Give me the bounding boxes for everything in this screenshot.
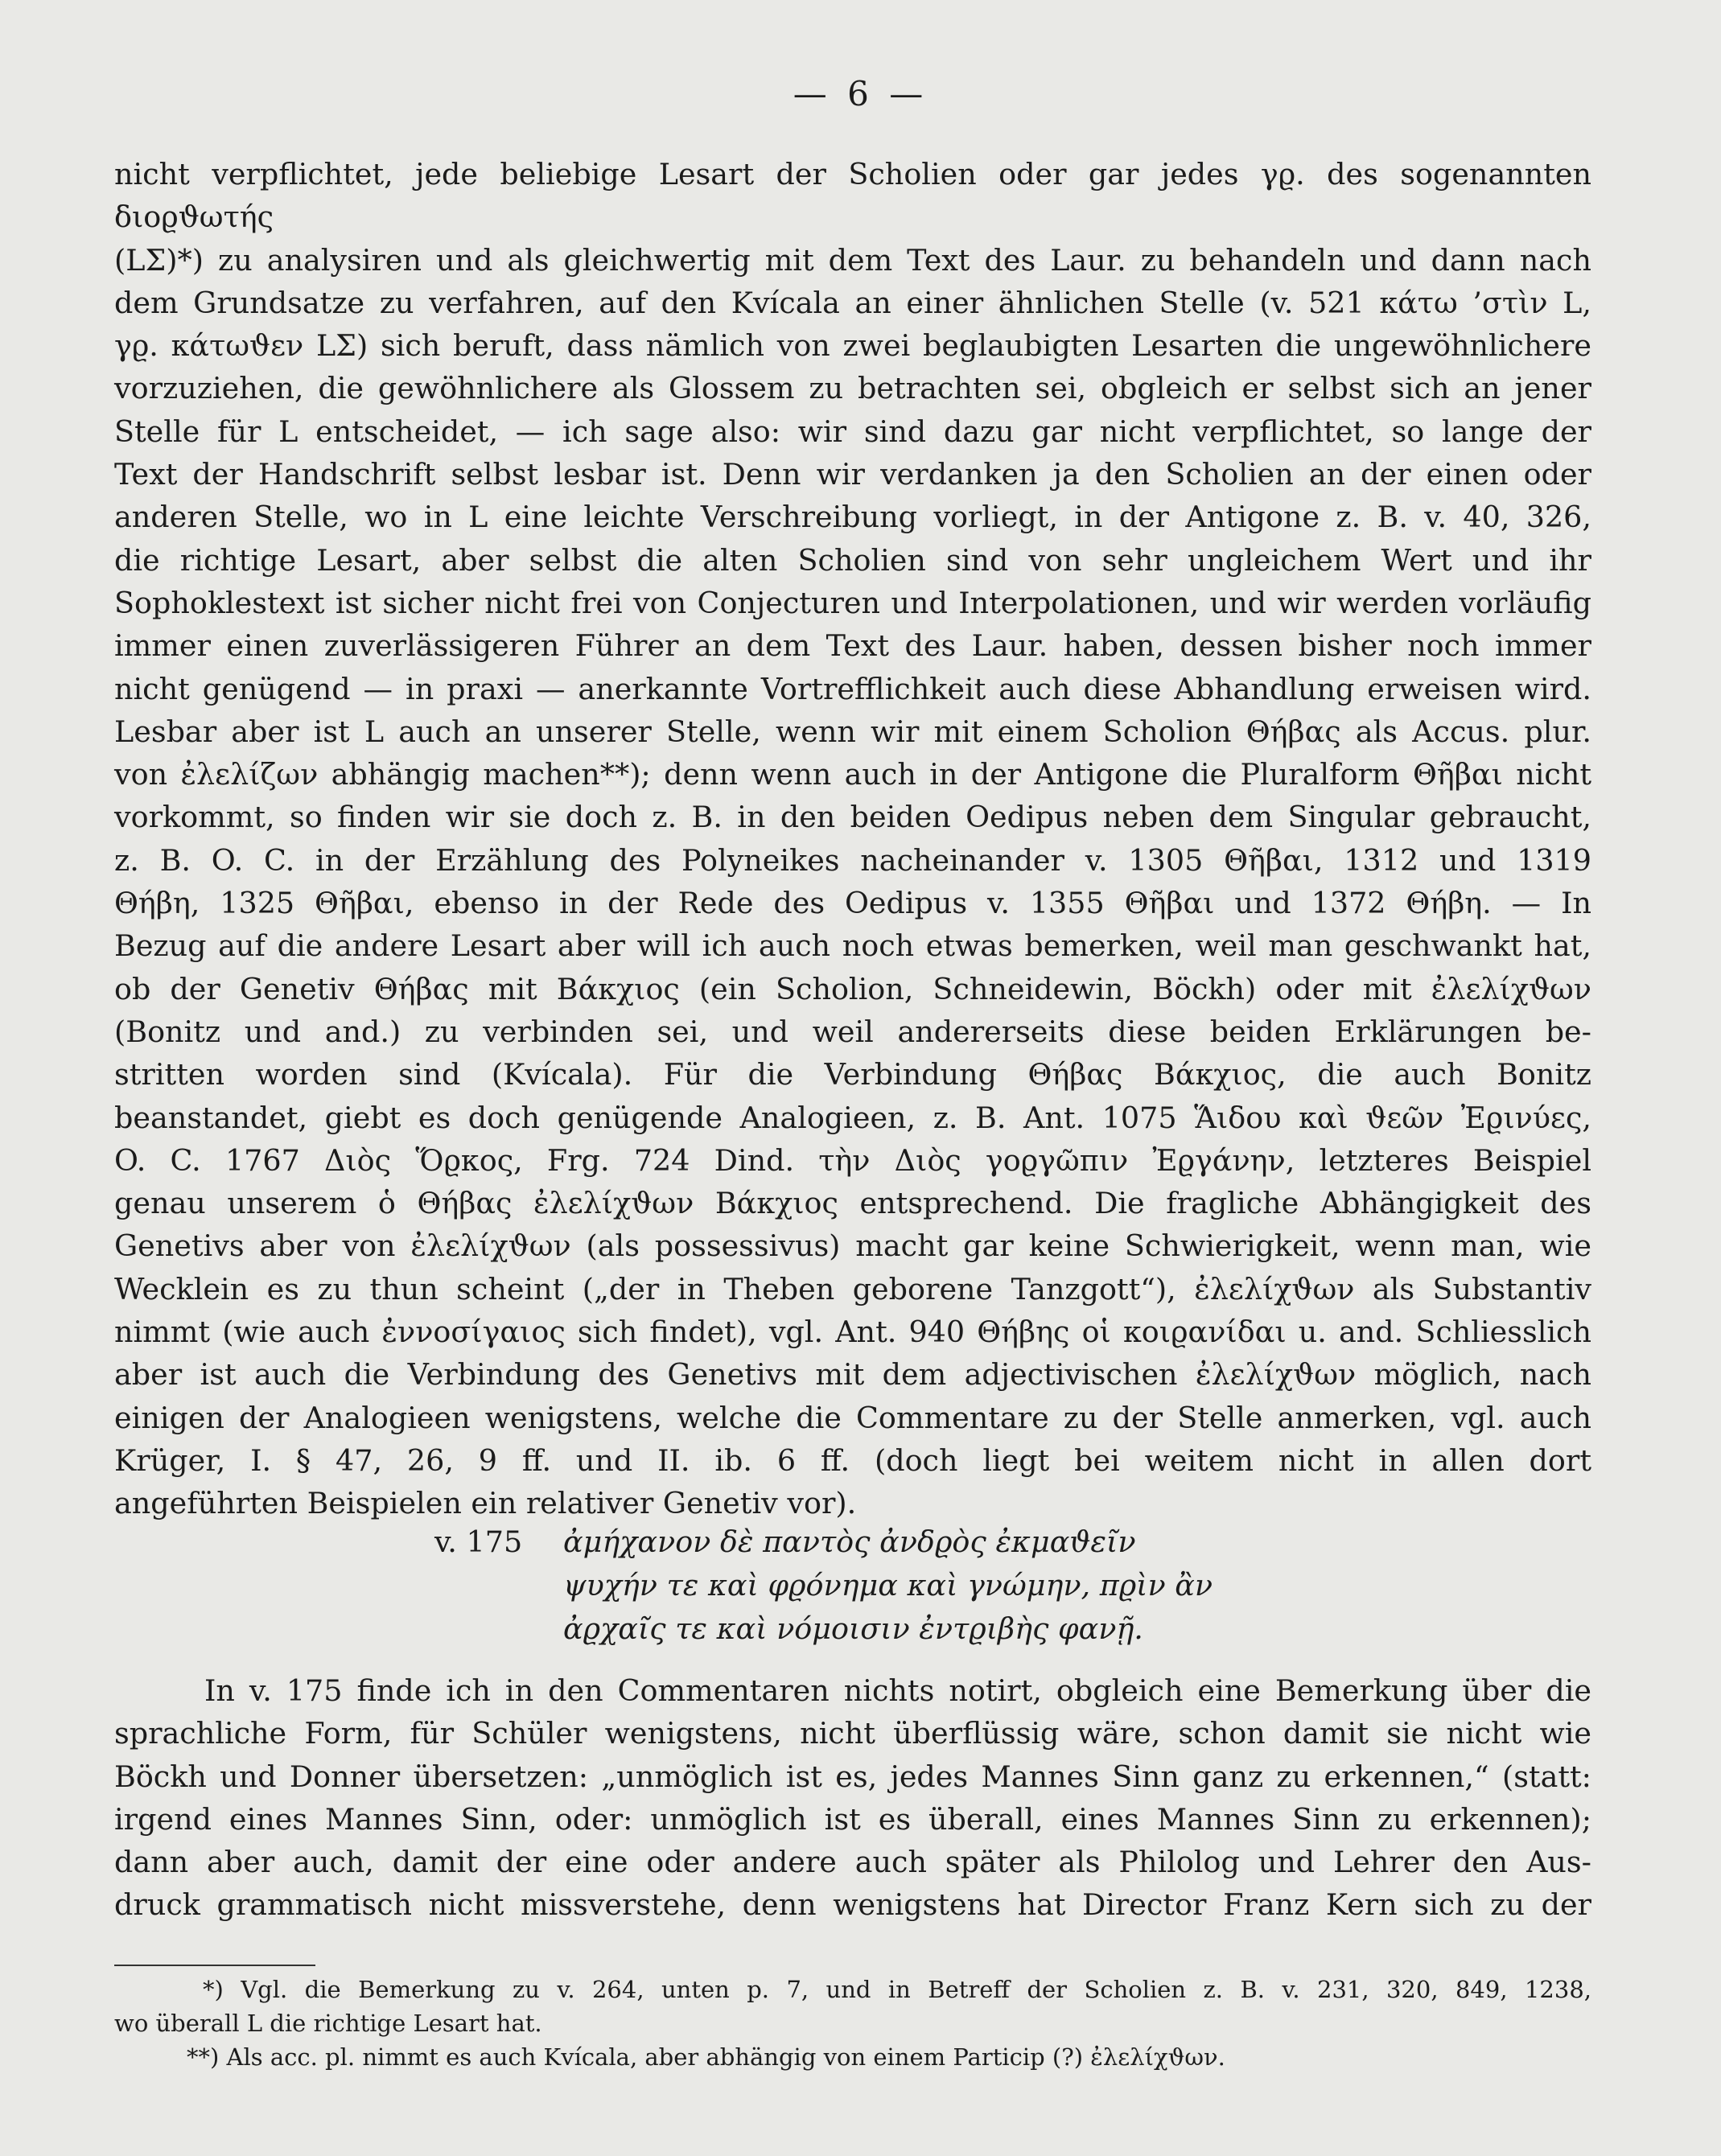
text-line: Wecklein es zu thun scheint („der in Theben geborene Tanzgott“), ἐλελίχϑων als Substantiv xyxy=(114,1271,1591,1306)
text-line: z. B. O. C. in der Erzählung des Polyneikes nacheinander v. 1305 Θῆβαι, 1312 und 1319 xyxy=(114,842,1591,878)
text-line: dann aber auch, damit der eine oder andere auch später als Philolog und Lehrer den Aus- xyxy=(114,1845,1591,1880)
second-paragraph xyxy=(114,1669,1591,1927)
text-line: nicht genügend — in praxi — anerkannte Vortrefflichkeit auch diese Abhandlung erweisen wird. xyxy=(114,671,1591,706)
text-line: beanstandet, giebt es doch genügende Analogieen, z. B. Ant. 1075 Ἅιδου καὶ ϑεῶν Ἐϱινύες, xyxy=(114,1100,1591,1135)
text-line: Bezug auf die andere Lesart aber will ich auch noch etwas bemerken, weil man geschwankt hat, xyxy=(114,928,1591,964)
text-line: Lesbar aber ist L auch an unserer Stelle, wenn wir mit einem Scholion Θήβας als Accus. plur. xyxy=(114,714,1591,749)
text-line: nicht verpflichtet, jede beliebige Lesart der Scholien oder gar jedes γϱ. des sogenannten διοϱϑωτής xyxy=(114,157,1591,235)
verse-line: ἀϱχαῖς τε καὶ νόμοισιν ἐντϱιβὴς φανῇ. xyxy=(563,1611,1143,1646)
footnote-2: **) Als acc. pl. nimmt es auch Kvícala, aber abhängig von einem Particip (?) ἐλελίχϑων. xyxy=(187,2043,1225,2071)
text-line: druck grammatisch nicht missverstehe, denn wenigstens hat Director Franz Kern sich zu der xyxy=(114,1887,1591,1923)
footnote-divider xyxy=(114,1965,315,1966)
text-line: stritten worden sind (Kvícala). Für die Verbindung Θήβας Βάκχιος, die auch Bonitz xyxy=(114,1057,1591,1092)
page-number: — 6 — xyxy=(793,74,928,113)
text-line: nimmt (wie auch ἐννοσίγαιος sich findet), vgl. Ant. 940 Θήβης οἱ κοιϱανίδαι u. and. Schliesslich xyxy=(114,1315,1591,1350)
text-line: Böckh und Donner übersetzen: „unmöglich ist es, jedes Mannes Sinn ganz zu erkennen,“ (statt: xyxy=(114,1759,1591,1794)
text-line: genau unserem ὁ Θήβας ἐλελίχϑων Βάκχιος entsprechend. Die fragliche Abhängigkeit des xyxy=(114,1186,1591,1221)
text-line: vorzuziehen, die gewöhnlichere als Glossem zu betrachten sei, obgleich er selbst sich an jener xyxy=(114,371,1591,406)
footnotes xyxy=(114,1973,1591,2074)
main-paragraph xyxy=(114,153,1591,1525)
footnote-1: *) Vgl. die Bemerkung zu v. 264, unten p. 7, und in Betreff der Scholien z. B. v. 231, 320, 849, 1238, xyxy=(203,1976,1591,2003)
text-line: die richtige Lesart, aber selbst die alten Scholien sind von sehr ungleichem Wert und ihr xyxy=(114,542,1591,578)
text-line: O. C. 1767 Διὸς Ὅϱκος, Frg. 724 Dind. τὴν Διὸς γοϱγῶπιν Ἐϱγάνην, letzteres Beispiel xyxy=(114,1142,1591,1178)
text-line: von ἐλελίζων abhängig machen**); denn wenn auch in der Antigone die Pluralform Θῆβαι nicht xyxy=(114,757,1591,792)
text-line: γϱ. κάτωϑεν LΣ) sich beruft, dass nämlich von zwei beglaubigten Lesarten die ungewöhnlichere xyxy=(114,328,1591,364)
text-line: Θήβη, 1325 Θῆβαι, ebenso in der Rede des Oedipus v. 1355 Θῆβαι und 1372 Θήβη. — In xyxy=(114,886,1591,921)
text-line: Stelle für L entscheidet, — ich sage also: wir sind dazu gar nicht verpflichtet, so lange der xyxy=(114,414,1591,449)
text-line: anderen Stelle, wo in L eine leichte Verschreibung vorliegt, in der Antigone z. B. v. 40, 326, xyxy=(114,500,1591,535)
footnote-1-continuation: wo überall L die richtige Lesart hat. xyxy=(114,2010,542,2037)
text-line: Sophoklestext ist sicher nicht frei von Conjecturen und Interpolationen, und wir werden vorläufig xyxy=(114,585,1591,620)
text-line: (Bonitz und and.) zu verbinden sei, und weil andererseits diese beiden Erklärungen be- xyxy=(114,1014,1591,1049)
text-line: In v. 175 finde ich in den Commentaren nichts notirt, obgleich eine Bemerkung über die xyxy=(204,1673,1591,1708)
verse-reference: v. 175 xyxy=(434,1524,523,1559)
text-line: Krüger, I. § 47, 26, 9 ff. und II. ib. 6 ff. (doch liegt bei weitem nicht in allen dort xyxy=(114,1442,1591,1478)
text-line: ob der Genetiv Θήβας mit Βάκχιος (ein Scholion, Schneidewin, Böckh) oder mit ἐλελίχϑων xyxy=(114,971,1591,1006)
text-line: (LΣ)*) zu analysiren und als gleichwertig mit dem Text des Laur. zu behandeln und dann nach xyxy=(114,242,1591,278)
text-line: vorkommt, so finden wir sie doch z. B. in den beiden Oedipus neben dem Singular gebraucht, xyxy=(114,800,1591,835)
verse-line: ἀμήχανον δὲ παντὸς ἀνδϱὸς ἐκμαϑεῖν xyxy=(563,1524,1136,1559)
text-line: sprachliche Form, für Schüler wenigstens, nicht überflüssig wäre, schon damit sie nicht wie xyxy=(114,1716,1591,1751)
text-line: Text der Handschrift selbst lesbar ist. Denn wir verdanken ja den Scholien an der einen oder xyxy=(114,457,1591,492)
text-line: angeführten Beispielen ein relativer Genetiv vor). xyxy=(114,1486,857,1521)
text-line: irgend eines Mannes Sinn, oder: unmöglich ist es überall, eines Mannes Sinn zu erkennen); xyxy=(114,1801,1591,1837)
text-line: dem Grundsatze zu verfahren, auf den Kvícala an einer ähnlichen Stelle (v. 521 κάτω ’στὶν L, xyxy=(114,285,1591,320)
text-line: immer einen zuverlässigeren Führer an dem Text des Laur. haben, dessen bisher noch immer xyxy=(114,628,1591,664)
text-line: aber ist auch die Verbindung des Genetivs mit dem adjectivischen ἐλελίχϑων möglich, nach xyxy=(114,1357,1591,1393)
text-line: einigen der Analogieen wenigstens, welche die Commentare zu der Stelle anmerken, vgl. auch xyxy=(114,1400,1591,1435)
verse-lines xyxy=(563,1520,1213,1651)
text-line: Genetivs aber von ἐλελίχϑων (als possessivus) macht gar keine Schwierigkeit, wenn man, wie xyxy=(114,1228,1591,1264)
verse-line: ψυχήν τε καὶ φϱόνημα καὶ γνώμην, πϱὶν ἂν xyxy=(563,1568,1213,1603)
